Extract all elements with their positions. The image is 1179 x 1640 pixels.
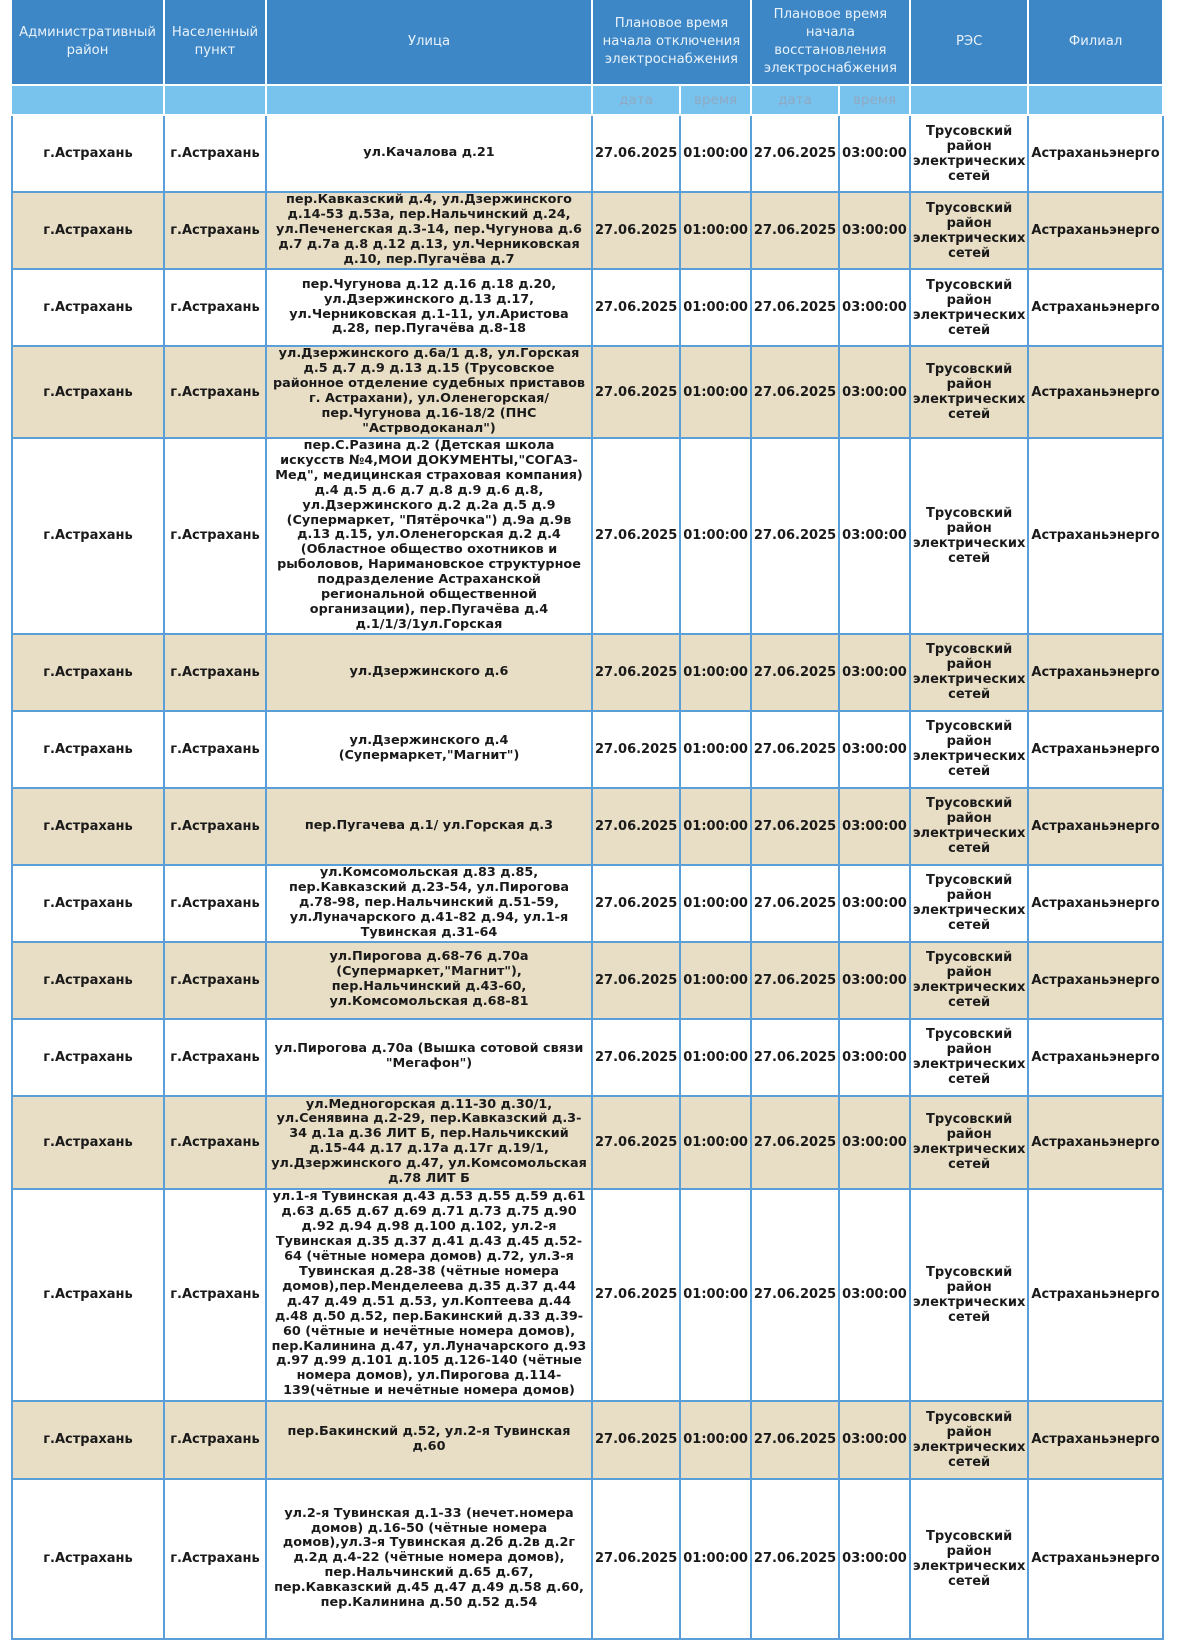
cell-off-date: 27.06.2025 xyxy=(592,346,680,438)
cell-branch: Астраханьэнерго xyxy=(1028,1189,1162,1401)
cell-restore-time: 03:00:00 xyxy=(839,1189,910,1401)
cell-settlement: г.Астрахань xyxy=(164,269,266,346)
cell-branch: Астраханьэнерго xyxy=(1028,1401,1162,1479)
cell-branch: Астраханьэнерго xyxy=(1028,346,1162,438)
cell-off-date: 27.06.2025 xyxy=(592,865,680,942)
cell-street: ул.Дзержинского д.6а/1 д.8, ул.Горская д.5 д.7 д.9 д.13 д.15 (Трусовское районное отделение судебных приставов г. Астрахани), ул.Оленегорская/ пер.Чугунова д.16-18/2 (ПНС "Астрводоканал") xyxy=(266,346,592,438)
cell-settlement: г.Астрахань xyxy=(164,1479,266,1639)
cell-restore-date: 27.06.2025 xyxy=(751,192,839,269)
cell-res: Трусовский район электрических сетей xyxy=(910,192,1029,269)
subheader-empty xyxy=(910,85,1029,115)
cell-street: ул.2-я Тувинская д.1-33 (нечет.номера домов) д.16-50 (чётные номера домов),ул.3-я Тувинская д.2б д.2в д.2г д.2д д.4-22 (чётные номера домов), пер.Нальчинский д.65 д.67, пер.Кавказский д.45 д.47 д.49 д.58 д.60, пер.Калинина д.50 д.52 д.54 xyxy=(266,1479,592,1639)
cell-street: пер.С.Разина д.2 (Детская школа искусств №4,МОИ ДОКУМЕНТЫ,"СОГАЗ-Мед", медицинская страховая компания) д.4 д.5 д.6 д.7 д.8 д.9 д.6 д.8, ул.Дзержинского д.2 д.2а д.5 д.9 (Супермаркет, "Пятёрочка") д.9а д.9в д.13 д.15, ул.Оленегорская д.2 д.4 (Областное общество охотников и рыболовов, Наримановское структурное подразделение Астраханской региональной общественной организации), пер.Пугачёва д.4 д.1/1/3/1ул.Горская xyxy=(266,438,592,634)
cell-restore-date: 27.06.2025 xyxy=(751,1189,839,1401)
cell-restore-time: 03:00:00 xyxy=(839,115,910,192)
cell-branch: Астраханьэнерго xyxy=(1028,1479,1162,1639)
cell-off-time: 01:00:00 xyxy=(680,711,751,788)
cell-restore-time: 03:00:00 xyxy=(839,1401,910,1479)
cell-res: Трусовский район электрических сетей xyxy=(910,269,1029,346)
cell-res: Трусовский район электрических сетей xyxy=(910,1096,1029,1189)
cell-settlement: г.Астрахань xyxy=(164,1096,266,1189)
cell-settlement: г.Астрахань xyxy=(164,788,266,865)
cell-settlement: г.Астрахань xyxy=(164,1401,266,1479)
cell-res: Трусовский район электрических сетей xyxy=(910,1189,1029,1401)
subheader-restore-date: дата xyxy=(751,85,839,115)
cell-res: Трусовский район электрических сетей xyxy=(910,634,1029,711)
cell-res: Трусовский район электрических сетей xyxy=(910,942,1029,1019)
power-outage-table xyxy=(11,0,1164,1640)
table-row xyxy=(12,1479,1163,1639)
cell-branch: Астраханьэнерго xyxy=(1028,1096,1162,1189)
cell-settlement: г.Астрахань xyxy=(164,1019,266,1096)
cell-restore-time: 03:00:00 xyxy=(839,346,910,438)
cell-settlement: г.Астрахань xyxy=(164,192,266,269)
cell-street: пер.Пугачева д.1/ ул.Горская д.3 xyxy=(266,788,592,865)
cell-off-time: 01:00:00 xyxy=(680,788,751,865)
table-row xyxy=(12,788,1163,865)
cell-district: г.Астрахань xyxy=(12,346,164,438)
cell-off-date: 27.06.2025 xyxy=(592,788,680,865)
table-row xyxy=(12,192,1163,269)
cell-branch: Астраханьэнерго xyxy=(1028,115,1162,192)
table-row xyxy=(12,269,1163,346)
cell-restore-date: 27.06.2025 xyxy=(751,1019,839,1096)
cell-district: г.Астрахань xyxy=(12,192,164,269)
cell-street: ул.Качалова д.21 xyxy=(266,115,592,192)
cell-restore-date: 27.06.2025 xyxy=(751,865,839,942)
cell-district: г.Астрахань xyxy=(12,711,164,788)
cell-restore-date: 27.06.2025 xyxy=(751,788,839,865)
cell-street: ул.Медногорская д.11-30 д.30/1, ул.Сенявина д.2-29, пер.Кавказский д.3-34 д.1а д.36 ЛИТ Б, пер.Нальчикский д.15-44 д.17 д.17а д.17г д.19/1, ул.Дзержинского д.47, ул.Комсомольская д.78 ЛИТ Б xyxy=(266,1096,592,1189)
cell-restore-date: 27.06.2025 xyxy=(751,1401,839,1479)
table-row xyxy=(12,1019,1163,1096)
cell-street: ул.Дзержинского д.6 xyxy=(266,634,592,711)
cell-res: Трусовский район электрических сетей xyxy=(910,788,1029,865)
cell-off-time: 01:00:00 xyxy=(680,438,751,634)
cell-district: г.Астрахань xyxy=(12,942,164,1019)
cell-branch: Астраханьэнерго xyxy=(1028,192,1162,269)
cell-off-time: 01:00:00 xyxy=(680,865,751,942)
cell-res: Трусовский район электрических сетей xyxy=(910,1019,1029,1096)
cell-district: г.Астрахань xyxy=(12,438,164,634)
table-row xyxy=(12,1401,1163,1479)
cell-off-date: 27.06.2025 xyxy=(592,634,680,711)
cell-district: г.Астрахань xyxy=(12,1096,164,1189)
cell-restore-time: 03:00:00 xyxy=(839,711,910,788)
cell-off-time: 01:00:00 xyxy=(680,1479,751,1639)
cell-settlement: г.Астрахань xyxy=(164,942,266,1019)
subheader-off-time: время xyxy=(680,85,751,115)
cell-restore-time: 03:00:00 xyxy=(839,192,910,269)
cell-off-date: 27.06.2025 xyxy=(592,1019,680,1096)
header-off-start: Плановое время начала отключения электроснабжения xyxy=(592,0,751,85)
cell-off-time: 01:00:00 xyxy=(680,269,751,346)
cell-restore-time: 03:00:00 xyxy=(839,269,910,346)
cell-street: ул.Комсомольская д.83 д.85, пер.Кавказский д.23-54, ул.Пирогова д.78-98, пер.Нальчинский д.51-59, ул.Луначарского д.41-82 д.94, ул.1-я Тувинская д.31-64 xyxy=(266,865,592,942)
cell-branch: Астраханьэнерго xyxy=(1028,711,1162,788)
header-restore-start: Плановое время начала восстановления электроснабжения xyxy=(751,0,910,85)
cell-settlement: г.Астрахань xyxy=(164,711,266,788)
table-row xyxy=(12,346,1163,438)
cell-settlement: г.Астрахань xyxy=(164,1189,266,1401)
cell-settlement: г.Астрахань xyxy=(164,865,266,942)
cell-street: ул.Дзержинского д.4 (Супермаркет,"Магнит") xyxy=(266,711,592,788)
cell-off-date: 27.06.2025 xyxy=(592,115,680,192)
cell-off-time: 01:00:00 xyxy=(680,1189,751,1401)
cell-branch: Астраханьэнерго xyxy=(1028,942,1162,1019)
cell-off-date: 27.06.2025 xyxy=(592,192,680,269)
table-row xyxy=(12,711,1163,788)
cell-street: пер.Кавказский д.4, ул.Дзержинского д.14-53 д.53а, пер.Нальчинский д.24, ул.Печенегская д.3-14, пер.Чугунова д.6 д.7 д.7а д.8 д.12 д.13, ул.Черниковская д.10, пер.Пугачёва д.7 xyxy=(266,192,592,269)
cell-res: Трусовский район электрических сетей xyxy=(910,711,1029,788)
cell-off-time: 01:00:00 xyxy=(680,1096,751,1189)
cell-branch: Астраханьэнерго xyxy=(1028,865,1162,942)
cell-restore-date: 27.06.2025 xyxy=(751,1479,839,1639)
cell-restore-time: 03:00:00 xyxy=(839,788,910,865)
cell-district: г.Астрахань xyxy=(12,1401,164,1479)
table-row xyxy=(12,865,1163,942)
cell-restore-date: 27.06.2025 xyxy=(751,438,839,634)
cell-street: ул.Пирогова д.68-76 д.70а (Супермаркет,"Магнит"), пер.Нальчинский д.43-60, ул.Комсомольская д.68-81 xyxy=(266,942,592,1019)
cell-branch: Астраханьэнерго xyxy=(1028,788,1162,865)
cell-restore-date: 27.06.2025 xyxy=(751,711,839,788)
cell-off-date: 27.06.2025 xyxy=(592,1189,680,1401)
cell-off-time: 01:00:00 xyxy=(680,1019,751,1096)
cell-district: г.Астрахань xyxy=(12,788,164,865)
cell-street: ул.Пирогова д.70а (Вышка сотовой связи "Мегафон") xyxy=(266,1019,592,1096)
cell-off-time: 01:00:00 xyxy=(680,115,751,192)
cell-restore-date: 27.06.2025 xyxy=(751,1096,839,1189)
cell-restore-date: 27.06.2025 xyxy=(751,346,839,438)
cell-off-date: 27.06.2025 xyxy=(592,269,680,346)
cell-branch: Астраханьэнерго xyxy=(1028,269,1162,346)
cell-off-time: 01:00:00 xyxy=(680,192,751,269)
cell-off-date: 27.06.2025 xyxy=(592,1096,680,1189)
cell-restore-time: 03:00:00 xyxy=(839,942,910,1019)
cell-off-time: 01:00:00 xyxy=(680,1401,751,1479)
cell-off-date: 27.06.2025 xyxy=(592,1479,680,1639)
table-header xyxy=(12,0,1163,115)
subheader-off-date: дата xyxy=(592,85,680,115)
table-row xyxy=(12,438,1163,634)
table-row xyxy=(12,1189,1163,1401)
cell-branch: Астраханьэнерго xyxy=(1028,1019,1162,1096)
header-district: Административный район xyxy=(12,0,164,85)
cell-restore-date: 27.06.2025 xyxy=(751,115,839,192)
table-row xyxy=(12,634,1163,711)
subheader-empty xyxy=(164,85,266,115)
cell-settlement: г.Астрахань xyxy=(164,438,266,634)
cell-district: г.Астрахань xyxy=(12,1019,164,1096)
subheader-empty xyxy=(12,85,164,115)
header-settlement: Населенный пункт xyxy=(164,0,266,85)
cell-district: г.Астрахань xyxy=(12,115,164,192)
cell-restore-date: 27.06.2025 xyxy=(751,269,839,346)
cell-restore-time: 03:00:00 xyxy=(839,1096,910,1189)
cell-district: г.Астрахань xyxy=(12,634,164,711)
cell-res: Трусовский район электрических сетей xyxy=(910,1401,1029,1479)
table-row xyxy=(12,115,1163,192)
cell-street: ул.1-я Тувинская д.43 д.53 д.55 д.59 д.61 д.63 д.65 д.67 д.69 д.71 д.73 д.75 д.90 д.92 д.94 д.98 д.100 д.102, ул.2-я Тувинская д.35 д.37 д.41 д.43 д.45 д.52-64 (чётные номера домов) д.72, ул.3-я Тувинская д.28-38 (чётные номера домов),пер.Менделеева д.35 д.37 д.44 д.47 д.49 д.51 д.53, ул.Коптеева д.44 д.48 д.50 д.52, пер.Бакинский д.33 д.39-60 (чётные и нечётные номера домов), пер.Калинина д.47, ул.Луначарского д.93 д.97 д.99 д.101 д.105 д.126-140 (чётные номера домов), ул.Пирогова д.114-139(чётные и нечётные номера домов) xyxy=(266,1189,592,1401)
header-res: РЭС xyxy=(910,0,1029,85)
cell-street: пер.Чугунова д.12 д.16 д.18 д.20, ул.Дзержинского д.13 д.17, ул.Черниковская д.1-11, ул.Аристова д.28, пер.Пугачёва д.8-18 xyxy=(266,269,592,346)
header-street: Улица xyxy=(266,0,592,85)
cell-off-date: 27.06.2025 xyxy=(592,438,680,634)
cell-off-date: 27.06.2025 xyxy=(592,942,680,1019)
cell-branch: Астраханьэнерго xyxy=(1028,438,1162,634)
subheader-restore-time: время xyxy=(839,85,910,115)
cell-restore-time: 03:00:00 xyxy=(839,634,910,711)
cell-district: г.Астрахань xyxy=(12,1189,164,1401)
cell-settlement: г.Астрахань xyxy=(164,115,266,192)
cell-district: г.Астрахань xyxy=(12,865,164,942)
table-body xyxy=(12,115,1163,1639)
cell-restore-time: 03:00:00 xyxy=(839,1479,910,1639)
cell-restore-time: 03:00:00 xyxy=(839,1019,910,1096)
cell-res: Трусовский район электрических сетей xyxy=(910,1479,1029,1639)
cell-restore-date: 27.06.2025 xyxy=(751,942,839,1019)
subheader-empty xyxy=(266,85,592,115)
cell-branch: Астраханьэнерго xyxy=(1028,634,1162,711)
cell-off-date: 27.06.2025 xyxy=(592,1401,680,1479)
cell-settlement: г.Астрахань xyxy=(164,346,266,438)
cell-restore-time: 03:00:00 xyxy=(839,865,910,942)
cell-restore-time: 03:00:00 xyxy=(839,438,910,634)
cell-district: г.Астрахань xyxy=(12,269,164,346)
cell-off-time: 01:00:00 xyxy=(680,942,751,1019)
cell-off-time: 01:00:00 xyxy=(680,634,751,711)
header-branch: Филиал xyxy=(1028,0,1162,85)
cell-res: Трусовский район электрических сетей xyxy=(910,115,1029,192)
outage-table-container xyxy=(11,0,1164,1640)
cell-off-date: 27.06.2025 xyxy=(592,711,680,788)
cell-res: Трусовский район электрических сетей xyxy=(910,346,1029,438)
table-row xyxy=(12,942,1163,1019)
cell-res: Трусовский район электрических сетей xyxy=(910,438,1029,634)
cell-district: г.Астрахань xyxy=(12,1479,164,1639)
cell-off-time: 01:00:00 xyxy=(680,346,751,438)
cell-street: пер.Бакинский д.52, ул.2-я Тувинская д.60 xyxy=(266,1401,592,1479)
cell-settlement: г.Астрахань xyxy=(164,634,266,711)
cell-res: Трусовский район электрических сетей xyxy=(910,865,1029,942)
table-row xyxy=(12,1096,1163,1189)
cell-restore-date: 27.06.2025 xyxy=(751,634,839,711)
subheader-empty xyxy=(1028,85,1162,115)
